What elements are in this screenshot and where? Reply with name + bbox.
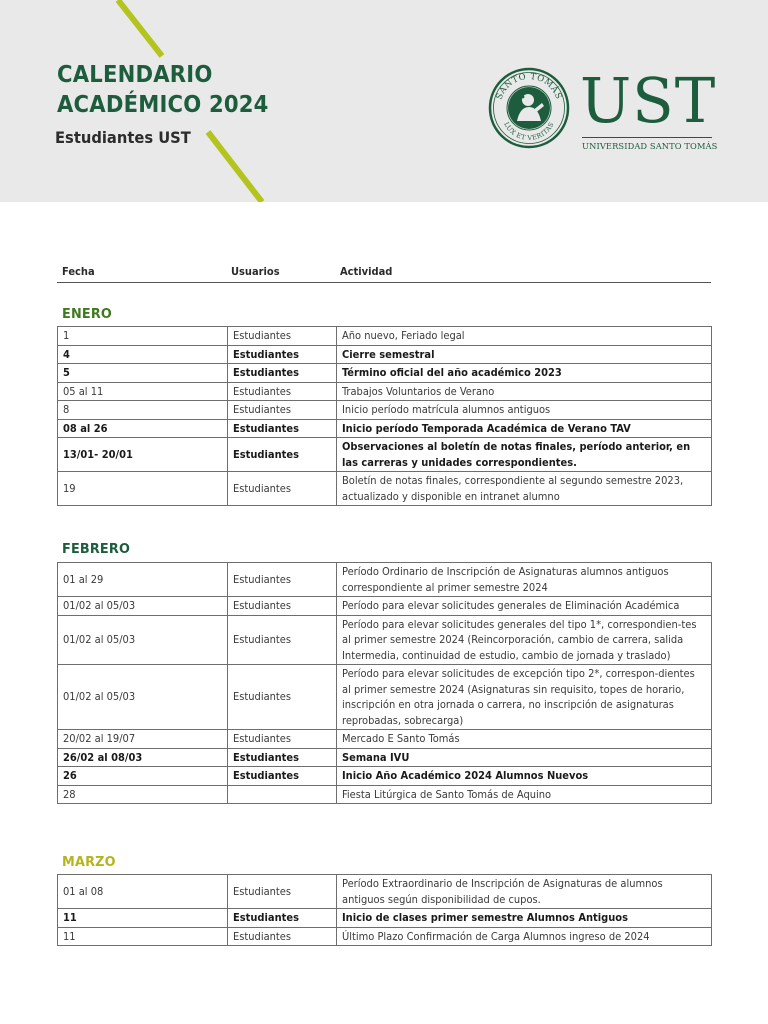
ust-wordmark: UST: [580, 64, 717, 137]
table-row: [58, 472, 712, 506]
table-row: [58, 615, 712, 665]
activity-cell: Inicio período Temporada Académica de Verano TAV: [337, 419, 712, 438]
users-cell: Estudiantes: [228, 748, 337, 767]
table-row: [58, 327, 712, 346]
date-cell: 11: [58, 909, 228, 928]
table-row: [58, 875, 712, 909]
activity-cell: Período Extraordinario de Inscripción de Asignaturas de alumnos antiguos según disponibilidad de cupos.: [337, 875, 712, 909]
logo-caption: UNIVERSIDAD SANTO TOMÁS: [582, 141, 718, 151]
calendar-table-marzo: [57, 874, 712, 946]
users-cell: Estudiantes: [228, 419, 337, 438]
table-row: [58, 785, 712, 804]
column-header-date: Fecha: [62, 265, 95, 278]
activity-cell: Fiesta Litúrgica de Santo Tomás de Aquino: [337, 785, 712, 804]
date-cell: 08 al 26: [58, 419, 228, 438]
users-cell: Estudiantes: [228, 875, 337, 909]
ust-seal-logo: [488, 67, 570, 149]
seal-text-top: SANTO TOMÁS: [494, 71, 564, 102]
table-row: [58, 401, 712, 420]
header-banner: [0, 0, 768, 202]
date-cell: 28: [58, 785, 228, 804]
table-row: [58, 563, 712, 597]
diagonal-line-bottom: [208, 132, 262, 202]
activity-cell: Observaciones al boletín de notas finales, período anterior, en las carreras y unidades correspondientes.: [337, 438, 712, 472]
calendar-table-enero: [57, 326, 712, 506]
month-heading-marzo: MARZO: [62, 854, 116, 870]
table-row: [58, 748, 712, 767]
activity-cell: Período para elevar solicitudes generales del tipo 1*, correspondien-tes al primer semestre 2024 (Reincorporación, cambio de carrera, salida Intermedia, continuidad de estudio, cambio de jornada y traslado): [337, 615, 712, 665]
activity-cell: Término oficial del año académico 2023: [337, 364, 712, 383]
activity-cell: Año nuevo, Feriado legal: [337, 327, 712, 346]
users-cell: Estudiantes: [228, 327, 337, 346]
date-cell: 05 al 11: [58, 382, 228, 401]
users-cell: Estudiantes: [228, 563, 337, 597]
month-heading-enero: ENERO: [62, 306, 112, 322]
date-cell: 1: [58, 327, 228, 346]
table-row: [58, 927, 712, 946]
seal-figure-icon: [508, 87, 550, 129]
activity-cell: Inicio de clases primer semestre Alumnos Antiguos: [337, 909, 712, 928]
table-row: [58, 665, 712, 730]
seal-text-bottom: LUX ET VERITAS: [502, 120, 556, 143]
activity-cell: Mercado E Santo Tomás: [337, 730, 712, 749]
page-subtitle: Estudiantes UST: [55, 128, 191, 147]
users-cell: Estudiantes: [228, 364, 337, 383]
users-cell: Estudiantes: [228, 730, 337, 749]
date-cell: 26/02 al 08/03: [58, 748, 228, 767]
activity-cell: Período para elevar solicitudes generales de Eliminación Académica: [337, 597, 712, 616]
table-row: [58, 767, 712, 786]
activity-cell: Último Plazo Confirmación de Carga Alumnos ingreso de 2024: [337, 927, 712, 946]
month-heading-febrero: FEBRERO: [62, 541, 131, 557]
users-cell: Estudiantes: [228, 345, 337, 364]
date-cell: 26: [58, 767, 228, 786]
table-row: [58, 597, 712, 616]
date-cell: 20/02 al 19/07: [58, 730, 228, 749]
users-cell: Estudiantes: [228, 665, 337, 730]
date-cell: 01/02 al 05/03: [58, 597, 228, 616]
users-cell: Estudiantes: [228, 767, 337, 786]
activity-cell: Trabajos Voluntarios de Verano: [337, 382, 712, 401]
column-header-users: Usuarios: [231, 265, 280, 278]
activity-cell: Cierre semestral: [337, 345, 712, 364]
users-cell: Estudiantes: [228, 927, 337, 946]
table-row: [58, 909, 712, 928]
activity-cell: Período Ordinario de Inscripción de Asignaturas alumnos antiguos correspondiente al primer semestre 2024: [337, 563, 712, 597]
users-cell: Estudiantes: [228, 382, 337, 401]
activity-cell: Boletín de notas finales, correspondiente al segundo semestre 2023, actualizado y disponible en intranet alumno: [337, 472, 712, 506]
activity-cell: Período para elevar solicitudes de excepción tipo 2*, correspon-dientes al primer semestre 2024 (Asignaturas sin requisito, topes de horario, inscripción en otra jornada o carrera, no inscripción de asignaturas reprobadas, sobrecarga): [337, 665, 712, 730]
users-cell: Estudiantes: [228, 909, 337, 928]
date-cell: 01/02 al 05/03: [58, 615, 228, 665]
title-line-1: CALENDARIO: [57, 62, 213, 88]
diagonal-line-top: [118, 0, 162, 56]
activity-cell: Inicio período matrícula alumnos antiguos: [337, 401, 712, 420]
date-cell: 11: [58, 927, 228, 946]
date-cell: 13/01- 20/01: [58, 438, 228, 472]
table-row: [58, 730, 712, 749]
table-row: [58, 345, 712, 364]
date-cell: 19: [58, 472, 228, 506]
table-row: [58, 419, 712, 438]
users-cell: [228, 785, 337, 804]
date-cell: 01/02 al 05/03: [58, 665, 228, 730]
users-cell: Estudiantes: [228, 597, 337, 616]
date-cell: 01 al 08: [58, 875, 228, 909]
table-row: [58, 438, 712, 472]
column-header-activity: Actividad: [340, 265, 393, 278]
users-cell: Estudiantes: [228, 615, 337, 665]
date-cell: 8: [58, 401, 228, 420]
title-line-2: ACADÉMICO 2024: [57, 92, 269, 118]
date-cell: 5: [58, 364, 228, 383]
calendar-table-febrero: [57, 562, 712, 804]
table-row: [58, 364, 712, 383]
date-cell: 01 al 29: [58, 563, 228, 597]
users-cell: Estudiantes: [228, 401, 337, 420]
users-cell: Estudiantes: [228, 472, 337, 506]
date-cell: 4: [58, 345, 228, 364]
activity-cell: Semana IVU: [337, 748, 712, 767]
users-cell: Estudiantes: [228, 438, 337, 472]
activity-cell: Inicio Año Académico 2024 Alumnos Nuevos: [337, 767, 712, 786]
page-title: [57, 60, 269, 120]
column-header-divider: [57, 282, 711, 283]
logo-divider: [582, 137, 712, 138]
table-row: [58, 382, 712, 401]
